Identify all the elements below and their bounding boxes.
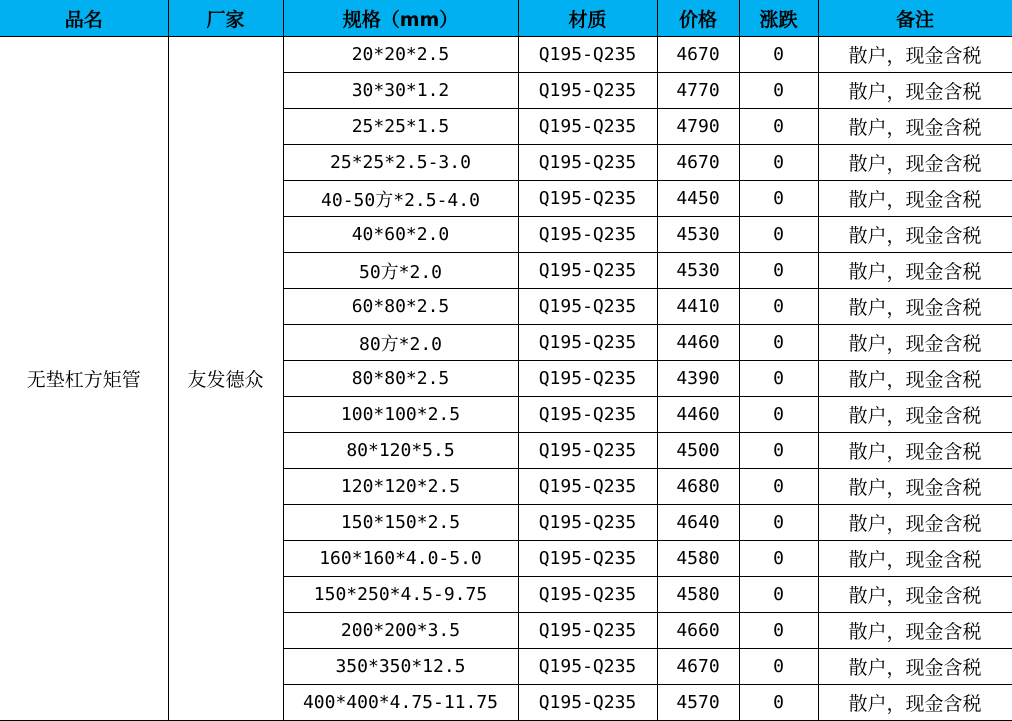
change-cell: 0 <box>739 505 818 541</box>
change-cell: 0 <box>739 145 818 181</box>
spec-cell: 400*400*4.75-11.75 <box>283 685 518 721</box>
header-product-name: 品名 <box>0 0 168 37</box>
material-cell: Q195-Q235 <box>518 37 657 73</box>
change-cell: 0 <box>739 577 818 613</box>
price-cell: 4460 <box>657 325 739 361</box>
header-spec: 规格（mm） <box>283 0 518 37</box>
header-material: 材质 <box>518 0 657 37</box>
material-cell: Q195-Q235 <box>518 325 657 361</box>
material-cell: Q195-Q235 <box>518 289 657 325</box>
price-cell: 4570 <box>657 685 739 721</box>
change-cell: 0 <box>739 289 818 325</box>
note-cell: 散户，现金含税 <box>818 469 1012 505</box>
material-cell: Q195-Q235 <box>518 145 657 181</box>
price-cell: 4450 <box>657 181 739 217</box>
spec-cell: 20*20*2.5 <box>283 37 518 73</box>
spec-cell: 160*160*4.0-5.0 <box>283 541 518 577</box>
spec-cell: 120*120*2.5 <box>283 469 518 505</box>
note-cell: 散户，现金含税 <box>818 37 1012 73</box>
note-cell: 散户，现金含税 <box>818 397 1012 433</box>
spec-cell: 150*150*2.5 <box>283 505 518 541</box>
price-cell: 4670 <box>657 145 739 181</box>
price-cell: 4500 <box>657 433 739 469</box>
material-cell: Q195-Q235 <box>518 217 657 253</box>
note-cell: 散户，现金含税 <box>818 541 1012 577</box>
note-cell: 散户，现金含税 <box>818 181 1012 217</box>
change-cell: 0 <box>739 685 818 721</box>
price-cell: 4530 <box>657 217 739 253</box>
material-cell: Q195-Q235 <box>518 361 657 397</box>
material-cell: Q195-Q235 <box>518 541 657 577</box>
change-cell: 0 <box>739 253 818 289</box>
note-cell: 散户，现金含税 <box>818 253 1012 289</box>
change-cell: 0 <box>739 361 818 397</box>
note-cell: 散户，现金含税 <box>818 685 1012 721</box>
spec-cell: 80*80*2.5 <box>283 361 518 397</box>
price-cell: 4670 <box>657 649 739 685</box>
spec-cell: 50方*2.0 <box>283 253 518 289</box>
price-cell: 4580 <box>657 577 739 613</box>
header-note: 备注 <box>818 0 1012 37</box>
material-cell: Q195-Q235 <box>518 109 657 145</box>
note-cell: 散户，现金含税 <box>818 361 1012 397</box>
change-cell: 0 <box>739 109 818 145</box>
change-cell: 0 <box>739 37 818 73</box>
product-name-cell: 无垫杠方矩管 <box>0 37 168 721</box>
change-cell: 0 <box>739 469 818 505</box>
price-cell: 4790 <box>657 109 739 145</box>
price-cell: 4580 <box>657 541 739 577</box>
spec-cell: 100*100*2.5 <box>283 397 518 433</box>
spec-cell: 350*350*12.5 <box>283 649 518 685</box>
note-cell: 散户，现金含税 <box>818 73 1012 109</box>
material-cell: Q195-Q235 <box>518 253 657 289</box>
price-cell: 4640 <box>657 505 739 541</box>
spec-cell: 200*200*3.5 <box>283 613 518 649</box>
change-cell: 0 <box>739 541 818 577</box>
price-cell: 4680 <box>657 469 739 505</box>
material-cell: Q195-Q235 <box>518 505 657 541</box>
header-manufacturer: 厂家 <box>168 0 283 37</box>
price-cell: 4530 <box>657 253 739 289</box>
header-row <box>0 0 1012 37</box>
note-cell: 散户，现金含税 <box>818 325 1012 361</box>
spec-cell: 30*30*1.2 <box>283 73 518 109</box>
change-cell: 0 <box>739 649 818 685</box>
spec-cell: 25*25*2.5-3.0 <box>283 145 518 181</box>
change-cell: 0 <box>739 397 818 433</box>
note-cell: 散户，现金含税 <box>818 433 1012 469</box>
spec-cell: 80方*2.0 <box>283 325 518 361</box>
header-change: 涨跌 <box>739 0 818 37</box>
change-cell: 0 <box>739 433 818 469</box>
note-cell: 散户，现金含税 <box>818 109 1012 145</box>
note-cell: 散户，现金含税 <box>818 613 1012 649</box>
spec-cell: 40-50方*2.5-4.0 <box>283 181 518 217</box>
material-cell: Q195-Q235 <box>518 397 657 433</box>
note-cell: 散户，现金含税 <box>818 217 1012 253</box>
table-row <box>0 37 1012 73</box>
material-cell: Q195-Q235 <box>518 73 657 109</box>
note-cell: 散户，现金含税 <box>818 289 1012 325</box>
material-cell: Q195-Q235 <box>518 685 657 721</box>
change-cell: 0 <box>739 73 818 109</box>
price-cell: 4670 <box>657 37 739 73</box>
spec-cell: 60*80*2.5 <box>283 289 518 325</box>
price-cell: 4460 <box>657 397 739 433</box>
note-cell: 散户，现金含税 <box>818 145 1012 181</box>
note-cell: 散户，现金含税 <box>818 577 1012 613</box>
material-cell: Q195-Q235 <box>518 181 657 217</box>
note-cell: 散户，现金含税 <box>818 649 1012 685</box>
material-cell: Q195-Q235 <box>518 433 657 469</box>
price-cell: 4770 <box>657 73 739 109</box>
material-cell: Q195-Q235 <box>518 577 657 613</box>
spec-cell: 40*60*2.0 <box>283 217 518 253</box>
price-cell: 4660 <box>657 613 739 649</box>
change-cell: 0 <box>739 181 818 217</box>
change-cell: 0 <box>739 217 818 253</box>
manufacturer-cell: 友发德众 <box>168 37 283 721</box>
spec-cell: 25*25*1.5 <box>283 109 518 145</box>
material-cell: Q195-Q235 <box>518 649 657 685</box>
price-cell: 4390 <box>657 361 739 397</box>
spec-cell: 80*120*5.5 <box>283 433 518 469</box>
material-cell: Q195-Q235 <box>518 613 657 649</box>
price-cell: 4410 <box>657 289 739 325</box>
spec-cell: 150*250*4.5-9.75 <box>283 577 518 613</box>
change-cell: 0 <box>739 613 818 649</box>
header-price: 价格 <box>657 0 739 37</box>
material-cell: Q195-Q235 <box>518 469 657 505</box>
change-cell: 0 <box>739 325 818 361</box>
note-cell: 散户，现金含税 <box>818 505 1012 541</box>
